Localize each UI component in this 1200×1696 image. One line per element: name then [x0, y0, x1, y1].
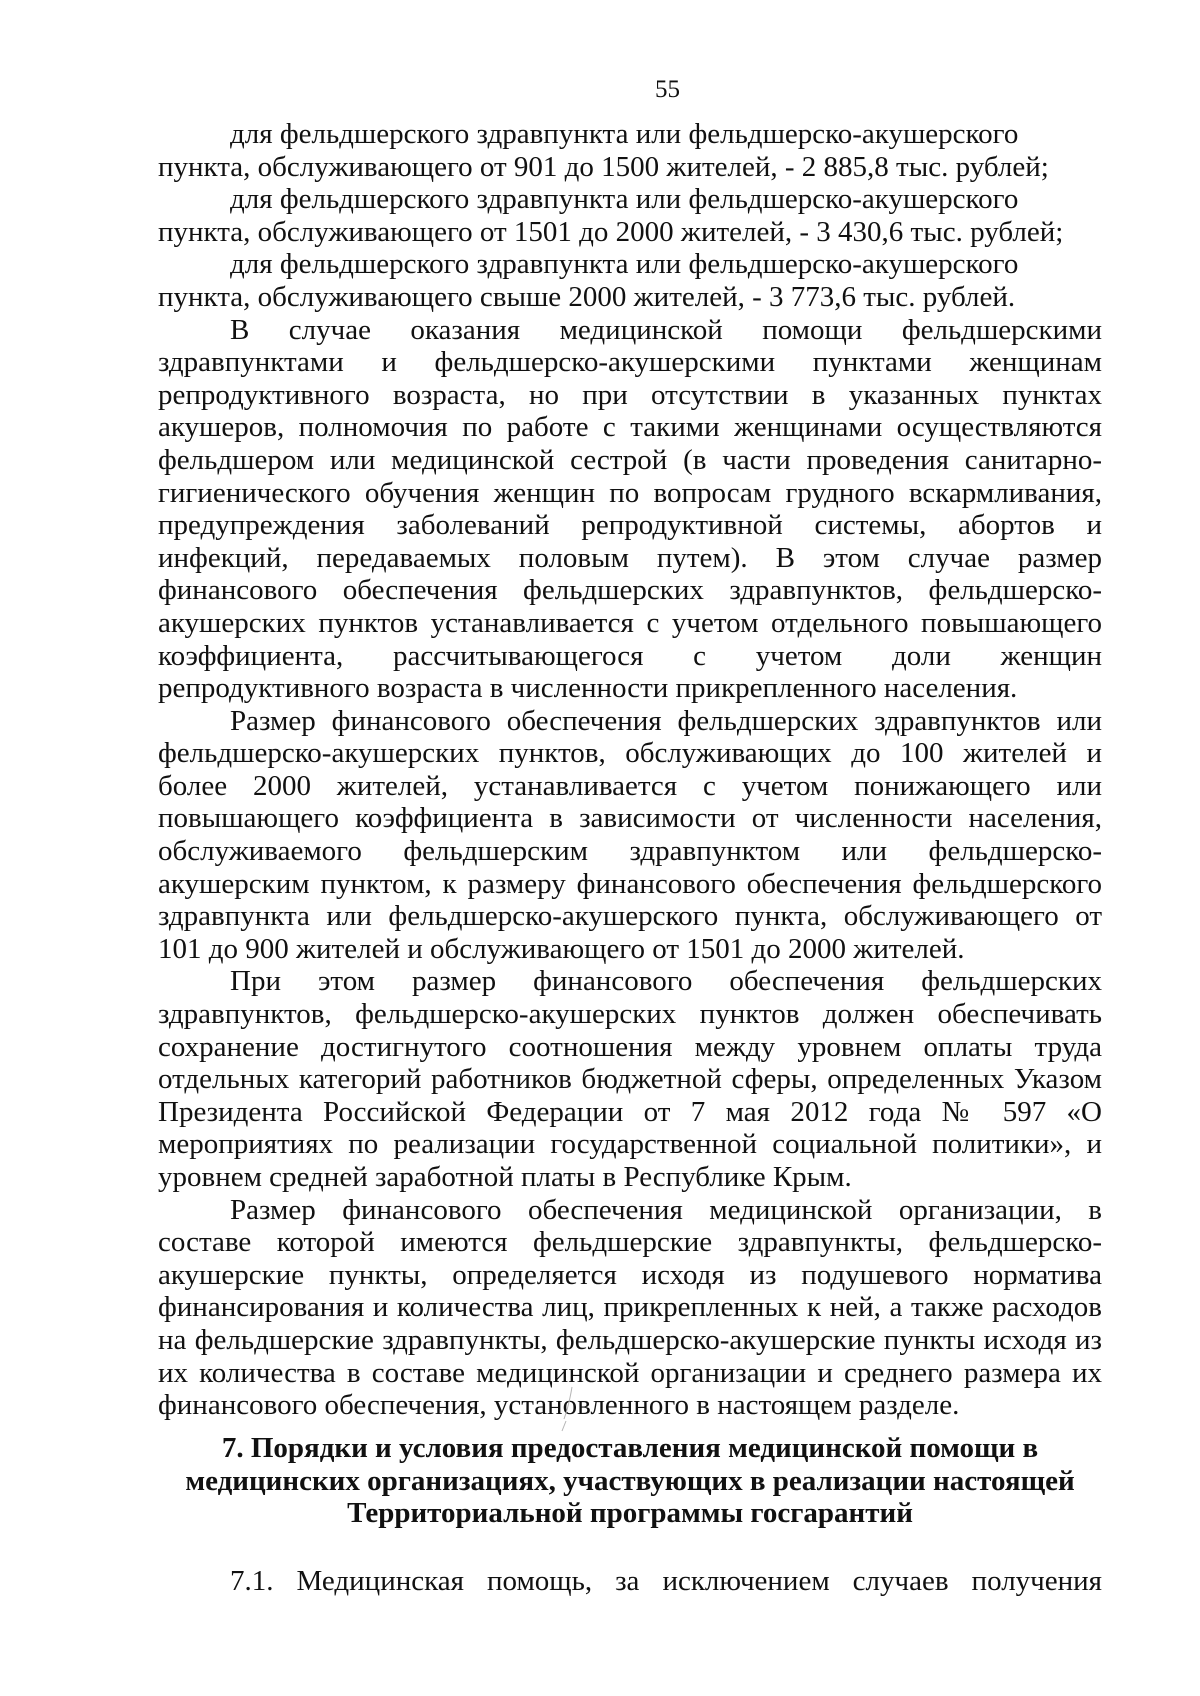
- section-heading-line: Территориальной программы госгарантий: [347, 1497, 913, 1530]
- paragraph-fap-over-2000: для фельдшерского здравпункта или фельдшерско-акушерского пункта, обслуживающего свыше 2000 жителей, - 3 773,6 тыс. рублей.: [158, 248, 1019, 313]
- paragraph-fap-1501-2000: для фельдшерского здравпункта или фельдшерско-акушерского пункта, обслуживающего от 1501 до 2000 жителей, - 3 430,6 тыс. рублей;: [158, 183, 1064, 248]
- paragraph-coefficient: Размер финансового обеспечения фельдшерских здравпунктов или фельдшерско-акушерских пунктов, обслуживающих до 100 жителей и более 2000 жителей, устанавливается с учетом понижающего или повышающего коэффициента в зависимости от численности населения, обслуживаемого фельдшерским здравпунктом или фельдшерско-акушерским пунктом, к размеру финансового обеспечения фельдшерского здравпункта или фельдшерско-акушерского пункта, обслуживающего от 101 до 900 жителей и обслуживающего от 1501 до 2000 жителей.: [158, 704, 1102, 965]
- section-heading-line: 7. Порядки и условия предоставления медицинской помощи в: [221, 1432, 1039, 1464]
- body-text: [158, 118, 1102, 1422]
- paragraph-reproductive-age: В случае оказания медицинской помощи фельдшерскими здравпунктами и фельдшерско-акушерскими пунктами женщинам репродуктивного возраста, но при отсутствии в указанных пунктах акушеров, полномочия по работе с такими женщинами осуществляются фельдшером или медицинской сестрой (в части проведения санитарно-гигиенического обучения женщин по вопросам грудного вскармливания, предупреждения заболеваний репродуктивной системы, абортов и инфекций, передаваемых половым путем). В этом случае размер финансового обеспечения фельдшерских здравпунктов, фельдшерско-акушерских пунктов устанавливается с учетом отдельного повышающего коэффициента, рассчитывающегося с учетом доли женщин репродуктивного возраста в численности прикрепленного населения.: [158, 313, 1102, 705]
- page-number: 55: [655, 76, 680, 103]
- section-heading-line: медицинских организациях, участвующих в реализации настоящей: [185, 1464, 1075, 1497]
- paragraph-fap-901-1500: для фельдшерского здравпункта или фельдшерско-акушерского пункта, обслуживающего от 901 до 1500 жителей, - 2 885,8 тыс. рублей;: [158, 118, 1049, 183]
- paragraph-organization-funding: Размер финансового обеспечения медицинской организации, в составе которой имеются фельдшерские здравпункты, фельдшерско-акушерские пункты, определяется исходя из подушевого норматива финансирования и количества лиц, прикрепленных к ней, а также расходов на фельдшерские здравпункты, фельдшерско-акушерские пункты исходя из их количества в составе медицинской организации и среднего размера их финансового обеспечения, установленного в настоящем разделе.: [158, 1193, 1102, 1422]
- scan-mark: [560, 1385, 574, 1433]
- section-heading: [158, 1432, 1102, 1530]
- paragraph-salary-ratio: При этом размер финансового обеспечения фельдшерских здравпунктов, фельдшерско-акушерских пунктов должен обеспечивать сохранение достигнутого соотношения между уровнем оплаты труда отдельных категорий работников бюджетной сферы, определенных Указом Президента Российской Федерации от 7 мая 2012 года № 597 «О мероприятиях по реализации государственной социальной политики», и уровнем средней заработной платы в Республике Крым.: [158, 965, 1102, 1193]
- paragraph-7-1-start: 7.1. Медицинская помощь, за исключением случаев получения: [230, 1565, 1102, 1597]
